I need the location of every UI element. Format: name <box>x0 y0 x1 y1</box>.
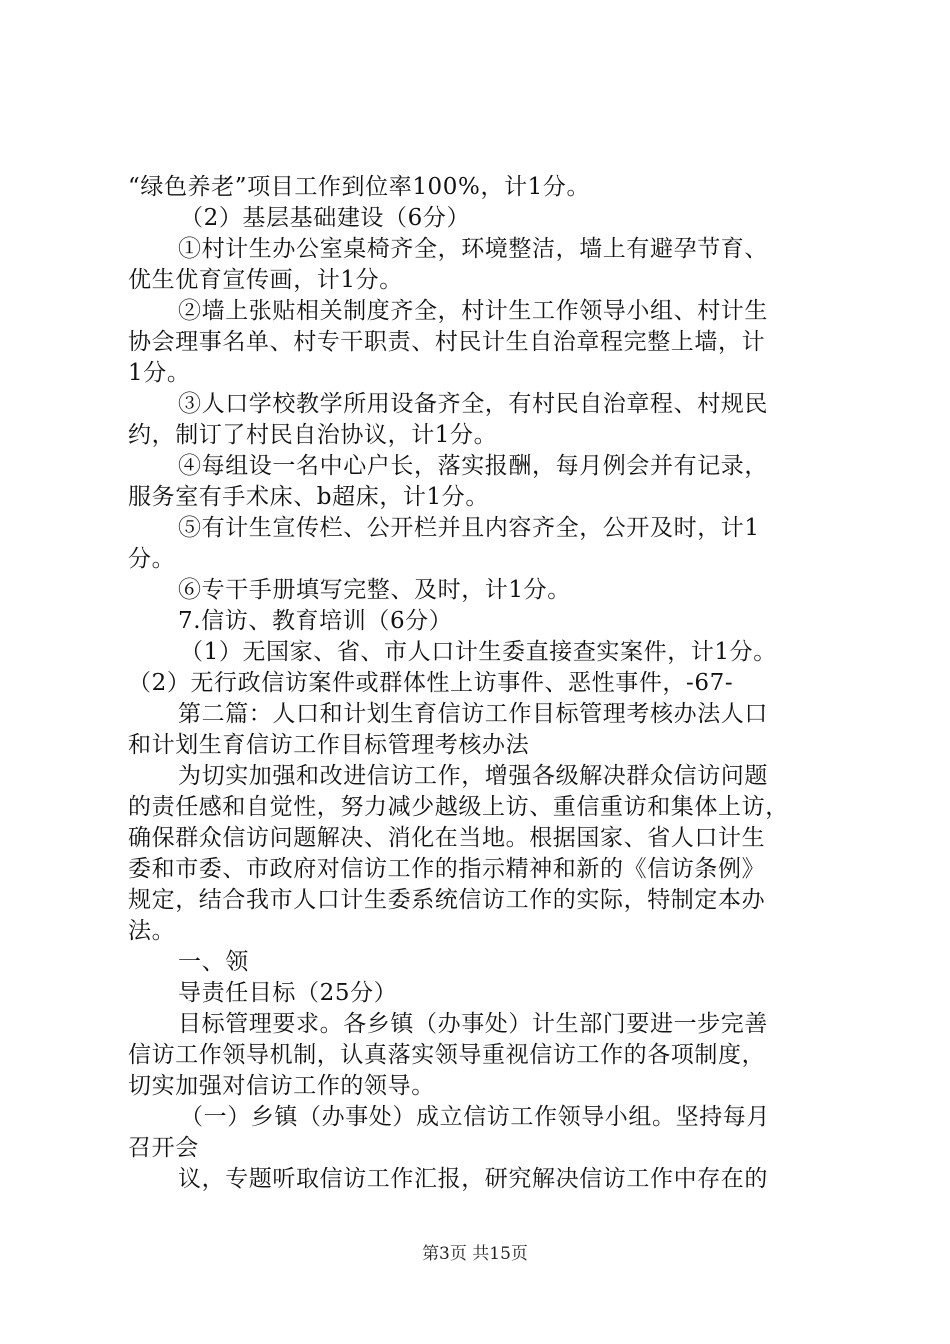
page-footer: 第3页 共15页 <box>422 1244 528 1264</box>
text-line: 规定，结合我市人口计生委系统信访工作的实际，特制定本办 <box>128 887 766 913</box>
text-line: “绿色养老”项目工作到位率100%，计1分。 <box>128 174 591 200</box>
text-line: ④每组设一名中心户长，落实报酬，每月例会并有记录， <box>178 453 768 479</box>
document-body <box>128 172 838 1195</box>
text-line: 切实加强对信访工作的领导。 <box>128 1073 435 1099</box>
text-line: 议，专题听取信访工作汇报，研究解决信访工作中存在的 <box>178 1166 768 1192</box>
text-line: （2）无行政信访案件或群体性上访事件、恶性事件，-67- <box>128 670 734 696</box>
text-line: （2）基层基础建设（6分） <box>180 205 471 231</box>
text-line: 1分。 <box>128 360 191 386</box>
text-line: 信访工作领导机制，认真落实领导重视信访工作的各项制度， <box>128 1042 766 1068</box>
text-line: ①村计生办公室桌椅齐全，环境整洁，墙上有避孕节育、 <box>178 236 768 262</box>
text-line: 和计划生育信访工作目标管理考核办法 <box>128 732 530 758</box>
text-line: 法。 <box>128 918 176 944</box>
text-line: 委和市委、市政府对信访工作的指示精神和新的《信访条例》 <box>128 856 766 882</box>
text-line: 分。 <box>128 546 176 572</box>
text-line: 的责任感和自觉性，努力减少越级上访、重信重访和集体上访， <box>128 794 789 820</box>
text-line: 召开会 <box>128 1135 199 1161</box>
text-line: 导责任目标（25分） <box>178 980 398 1006</box>
text-line: 优生优育宣传画，计1分。 <box>128 267 403 293</box>
text-line: ③人口学校教学所用设备齐全，有村民自治章程、村规民 <box>178 391 768 417</box>
text-line: 确保群众信访问题解决、消化在当地。根据国家、省人口计生 <box>128 825 766 851</box>
text-line: 7.信访、教育培训（6分） <box>178 608 453 634</box>
text-line: ⑤有计生宣传栏、公开栏并且内容齐全，公开及时，计1 <box>178 515 760 541</box>
text-line: ⑥专干手册填写完整、及时，计1分。 <box>178 577 571 603</box>
text-line: （1）无国家、省、市人口计生委直接查实案件，计1分。 <box>180 639 777 665</box>
text-line: ②墙上张贴相关制度齐全，村计生工作领导小组、村计生 <box>178 298 768 324</box>
text-line: 协会理事名单、村专干职责、村民计生自治章程完整上墙，计 <box>128 329 766 355</box>
text-line: 一、领 <box>178 949 249 975</box>
text-line: 第二篇：人口和计划生育信访工作目标管理考核办法人口 <box>178 701 768 727</box>
text-line: 服务室有手术床、b超床，计1分。 <box>128 484 489 510</box>
text-line: 目标管理要求。各乡镇（办事处）计生部门要进一步完善 <box>178 1011 768 1037</box>
text-line: 为切实加强和改进信访工作，增强各级解决群众信访问题 <box>178 763 768 789</box>
text-line: （一）乡镇（办事处）成立信访工作领导小组。坚持每月 <box>180 1104 770 1130</box>
text-line: 约，制订了村民自治协议，计1分。 <box>128 422 498 448</box>
